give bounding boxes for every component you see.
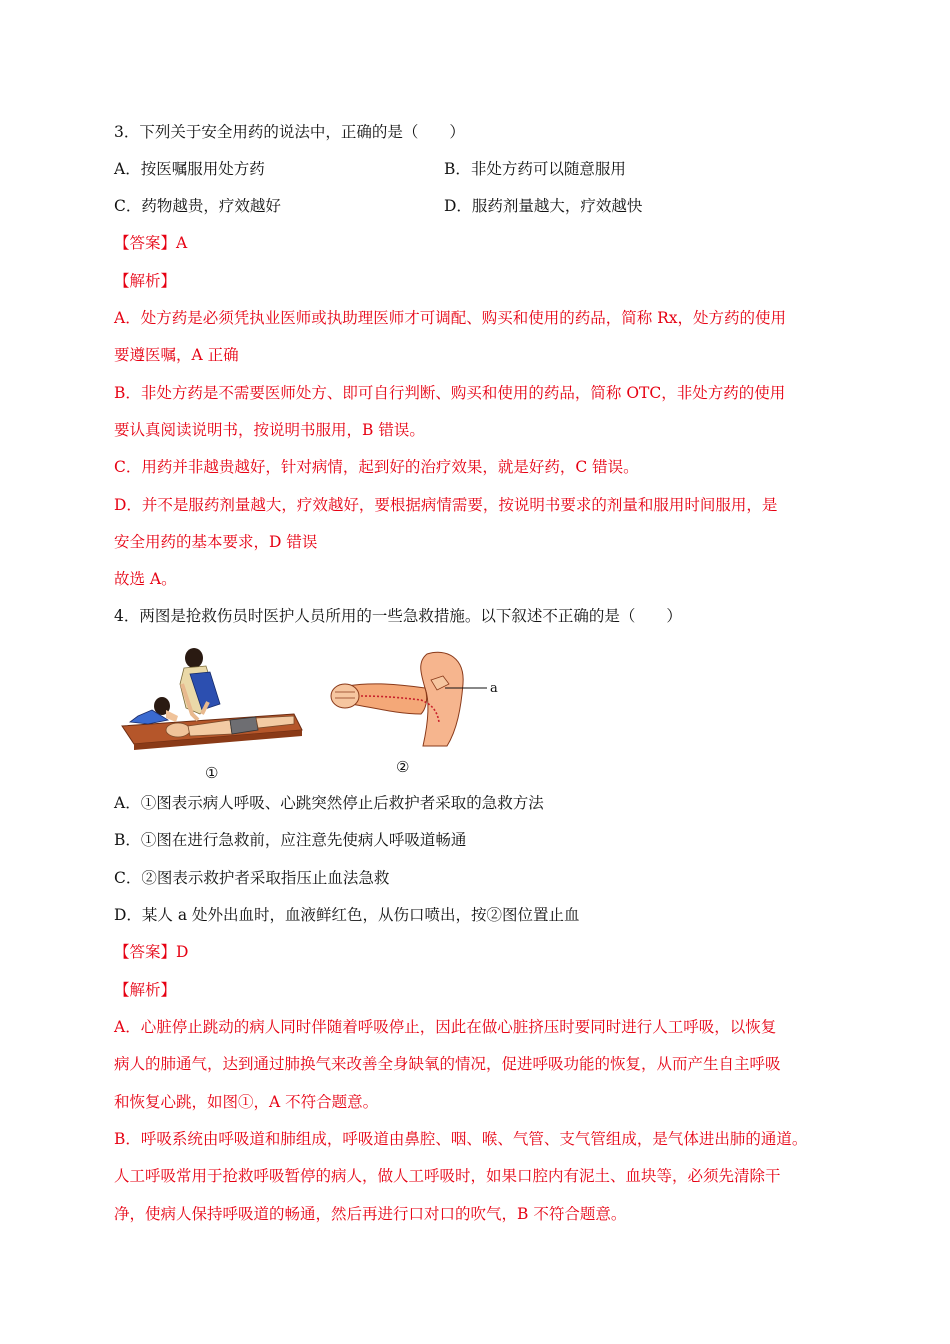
- question-4-analysis-line: 病人的肺通气，达到通过肺换气来改善全身缺氧的情况，促进呼吸功能的恢复，从而产生自主呼吸: [114, 1055, 781, 1073]
- question-3-analysis-heading: 【解析】: [114, 272, 177, 290]
- question-4-analysis-heading: 【解析】: [114, 981, 177, 999]
- question-3-analysis-line: A．处方药是必须凭执业医师或执助理医师才可调配、购买和使用的药品，简称 Rx，处方药的使用: [114, 309, 787, 327]
- question-3-option-b: B．非处方药可以随意服用: [444, 160, 626, 178]
- question-3-analysis-line: 要认真阅读说明书，按说明书服用，B 错误。: [114, 421, 425, 439]
- figure-1-caption: ①: [205, 764, 219, 782]
- question-3-analysis-line: 安全用药的基本要求，D 错误: [114, 533, 318, 551]
- question-4-answer: 【答案】D: [114, 943, 189, 961]
- question-4-option-b: B．①图在进行急救前，应注意先使病人呼吸道畅通: [114, 831, 467, 849]
- question-3-answer: 【答案】A: [114, 234, 188, 252]
- figure-2-pressure-point-illustration: [327, 648, 507, 748]
- question-4-analysis-line: 和恢复心跳，如图①，A 不符合题意。: [114, 1093, 379, 1111]
- figure-2-label-a: a: [490, 681, 498, 696]
- question-4-analysis-line: 人工呼吸常用于抢救呼吸暂停的病人，做人工呼吸时，如果口腔内有泥土、血块等，必须先清除干: [114, 1167, 781, 1185]
- question-4-stem: 4．两图是抢救伤员时医护人员所用的一些急救措施。以下叙述不正确的是（ ）: [114, 607, 682, 625]
- question-4-analysis-line: A．心脏停止跳动的病人同时伴随着呼吸停止，因此在做心脏挤压时要同时进行人工呼吸，以恢复: [114, 1018, 777, 1036]
- question-4-option-a: A．①图表示病人呼吸、心跳突然停止后救护者采取的急救方法: [114, 794, 544, 812]
- question-3-analysis-line: D．并不是服药剂量越大，疗效越好，要根据病情需要，按说明书要求的剂量和服用时间服用，是: [114, 496, 778, 514]
- question-3-conclusion: 故选 A。: [114, 570, 177, 588]
- figure-2-caption: ②: [396, 758, 410, 776]
- figure-1-cpr-illustration: [118, 644, 308, 754]
- question-3-option-c: C．药物越贵，疗效越好: [114, 197, 281, 215]
- question-3-analysis-line: C．用药并非越贵越好，针对病情，起到好的治疗效果，就是好药，C 错误。: [114, 458, 639, 476]
- question-4-option-c: C．②图表示救护者采取指压止血法急救: [114, 869, 390, 887]
- question-3-analysis-line: 要遵医嘱，A 正确: [114, 346, 239, 364]
- question-3-analysis-line: B．非处方药是不需要医师处方、即可自行判断、购买和使用的药品，简称 OTC，非处方药的使用: [114, 384, 786, 402]
- question-3-option-a: A．按医嘱服用处方药: [114, 160, 265, 178]
- question-4-analysis-line: 净，使病人保持呼吸道的畅通，然后再进行口对口的吹气，B 不符合题意。: [114, 1205, 627, 1223]
- question-3-option-d: D．服药剂量越大，疗效越快: [444, 197, 643, 215]
- question-4-option-d: D．某人 a 处外出血时，血液鲜红色，从伤口喷出，按②图位置止血: [114, 906, 580, 924]
- question-4-analysis-line: B．呼吸系统由呼吸道和肺组成，呼吸道由鼻腔、咽、喉、气管、支气管组成，是气体进出肺的通道。: [114, 1130, 808, 1148]
- question-3-stem: 3．下列关于安全用药的说法中，正确的是（ ）: [114, 123, 465, 141]
